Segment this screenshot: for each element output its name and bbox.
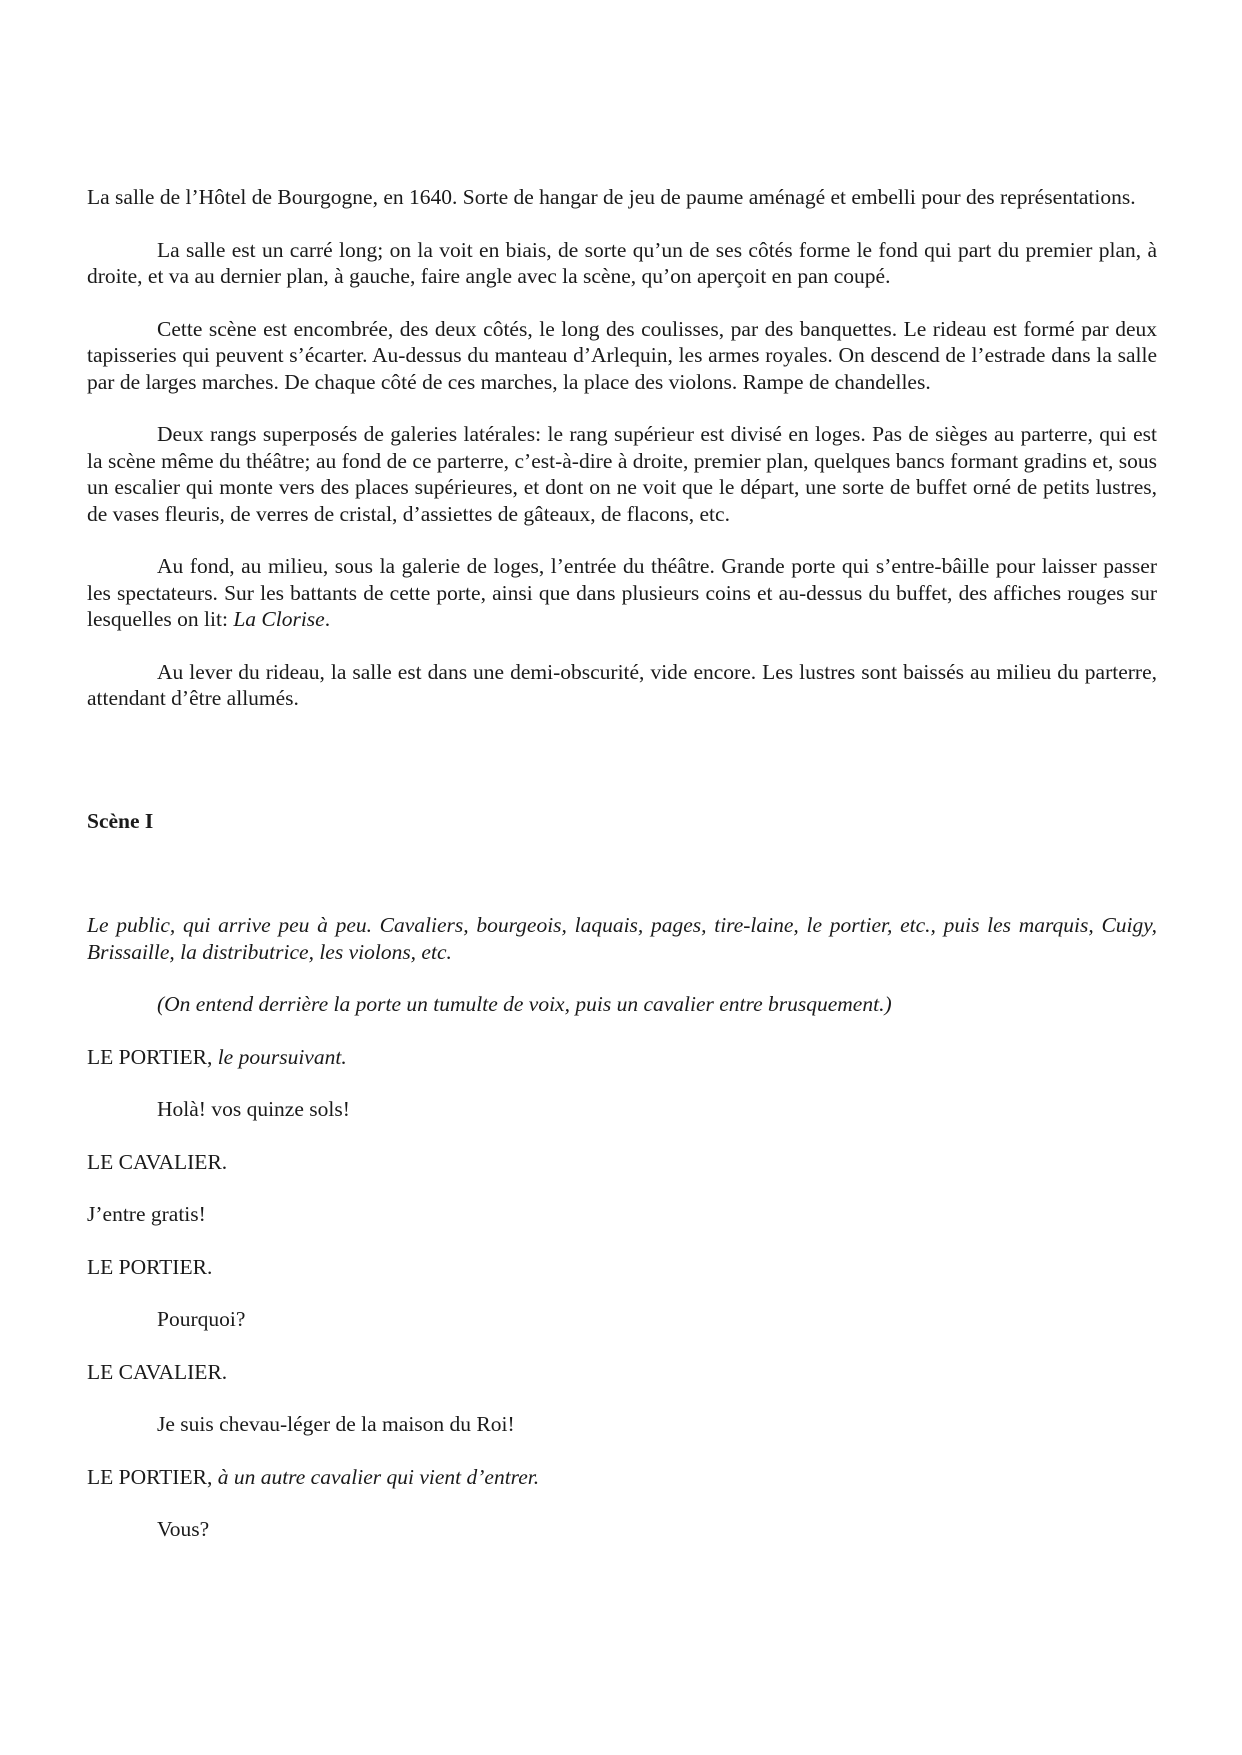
setting-paragraph: Deux rangs superposés de galeries latérales: le rang supérieur est divisé en loges. Pas de sièges au parterre, qui est la scène même du théâtre; au fond de ce parterre, c’est-à-dire à droite, premier plan, quelques bancs formant gradins et, sous un escalier qui monte vers des places supérieures, et dont on ne voit que le départ, une sorte de buffet orné de petits lustres, de vases fleuris, de verres de cristal, d’assiettes de gâteaux, de flacons, etc. [87,422,1157,526]
dialogue-line: Pourquoi? [157,1307,246,1331]
dialogue-line: Vous? [157,1517,210,1541]
setting-text: Au fond, au milieu, sous la galerie de loges, l’entrée du théâtre. Grande porte qui s’entre-bâille pour laisser passer les spectateurs. Sur les battants de cette porte, ainsi que dans plusieurs coins et au-dessus du buffet, des affiches rouges sur lesquelles on lit: [87,554,1157,631]
dialogue-line: Je suis chevau-léger de la maison du Roi! [157,1412,515,1436]
speaker-name: LE CAVALIER. [87,1149,228,1174]
setting-paragraph: Cette scène est encombrée, des deux côtés, le long des coulisses, par des banquettes. Le rideau est formé par deux tapisseries qui peuvent s’écarter. Au-dessus du manteau d’Arlequin, les armes royales. On descend de l’estrade dans la salle par de larges marches. De chaque côté de ces marches, la place des violons. Rampe de chandelles. [87,316,1157,394]
speaker-line [87,1149,1157,1176]
stage-direction: (On entend derrière la porte un tumulte de voix, puis un cavalier entre brusquement.) [157,992,892,1016]
scene-heading: Scène I [87,808,154,833]
punctuation: . [324,607,331,631]
setting-paragraph: Au lever du rideau, la salle est dans une demi-obscurité, vide encore. Les lustres sont baissés au milieu du parterre, attendant d’être allumés. [87,659,1157,710]
setting-intro: La salle de l’Hôtel de Bourgogne, en 1640. Sorte de hangar de jeu de paume aménagé et embelli pour des représentations. [87,185,1136,209]
speaker-name: LE PORTIER, [87,1044,213,1069]
character-list: Le public, qui arrive peu à peu. Cavaliers, bourgeois, laquais, pages, tire-laine, le portier, etc., puis les marquis, Cuigy, Brissaille, la distributrice, les violons, etc. [87,913,1157,964]
speaker-line [87,1464,1157,1491]
speaker-line [87,1359,1157,1386]
speaker-line [87,1254,1157,1281]
dialogue-line: J’entre gratis! [87,1202,206,1226]
setting-paragraph [87,553,1157,633]
dialogue-line: Holà! vos quinze sols! [157,1097,350,1121]
setting-paragraph: La salle est un carré long; on la voit en biais, de sorte qu’un de ses côtés forme le fond qui part du premier plan, à droite, et va au dernier plan, à gauche, faire angle avec la scène, qu’on aperçoit en pan coupé. [87,237,1157,288]
speaker-name: LE PORTIER. [87,1254,213,1279]
speaker-direction: à un autre cavalier qui vient d’entrer. [212,1464,540,1489]
speaker-line [87,1044,1157,1071]
play-title: La Clorise [233,607,325,631]
document-page [87,184,1157,1569]
speaker-name: LE PORTIER, [87,1464,213,1489]
speaker-name: LE CAVALIER. [87,1359,228,1384]
speaker-direction: le poursuivant. [212,1044,347,1069]
